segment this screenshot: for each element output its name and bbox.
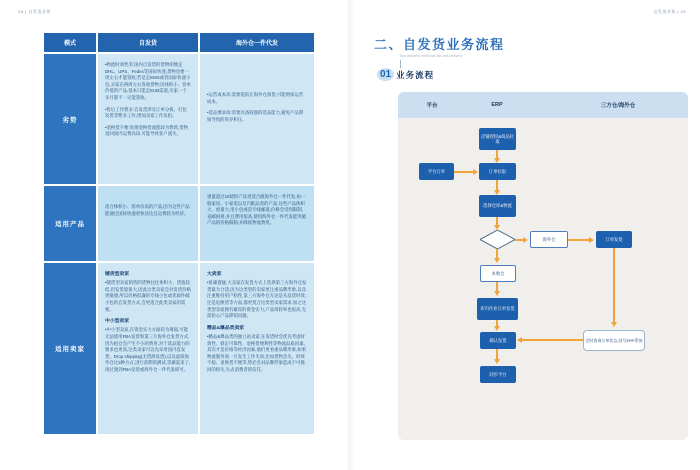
arrowhead xyxy=(494,158,500,163)
arrowhead xyxy=(494,225,500,230)
col-header-mode: 模式 xyxy=(44,33,96,52)
right-page-header: 自发货业务 | 29 xyxy=(653,9,686,14)
arrow-confirm-down xyxy=(496,349,498,359)
bullet: •运营成本高:需要提前在海外仓备货,可能增加运营成本。 xyxy=(207,92,304,104)
cell-products-self xyxy=(98,186,198,261)
node-local-warehouse: 本地仓 xyxy=(480,265,516,282)
node-overseas-warehouse: 海外仓 xyxy=(530,231,568,248)
arrowhead xyxy=(494,291,500,296)
arrowhead xyxy=(517,337,522,343)
node-shop-auth: 店铺授权&商品拉取 xyxy=(479,128,516,150)
section-title: 业务流程 xyxy=(396,69,435,80)
subheading-small-medium-sellers: 中小型卖家 xyxy=(105,319,129,325)
bullet: •物流时效性差:国内自发货的货物即便走DHL、UPS、Fedex等国际快递,货物也要一周左右才能签收;若是走EMS或者国际快递小包,买家在两周左右签收货物;因体积小、客单价低的产品,基本只能走EUB渠道,买家一个多月都不一定能签收。 xyxy=(105,62,191,101)
arrow-diamond-right xyxy=(515,239,523,241)
arrowhead xyxy=(473,169,478,175)
node-choose-warehouse: 选择仓库&物流 xyxy=(479,195,516,217)
bullet: •选品要求高:需要具备较强的选品能力,避免产品滞销导致的库存积压。 xyxy=(207,110,304,122)
title-tick xyxy=(400,60,401,68)
row-label-suitable-products: 适用产品 xyxy=(44,186,96,261)
node-status-query: 定时查询订单状态,回写ERP系统 xyxy=(583,330,645,351)
chapter-subtitle: Two delivery methods for self-delivery xyxy=(399,54,463,58)
lane-third-party-overseas: 三方仓/海外仓 xyxy=(600,103,636,109)
paragraph: 重量超过10磅的产品更适合做海外仓一件代发,如一般家居、小家电以及汽配品类的产品,这些产品体积大、重量大,用小包或是专线邮递,价格会受到限制,直邮困难,并且费用很高,使用海外仓一件代发能突破产品的价格限制,并降低物流费用。 xyxy=(207,194,307,226)
arrow-auth-down xyxy=(496,150,498,158)
col-header-self-delivery: 自发货 xyxy=(98,33,198,52)
arrowhead xyxy=(589,237,594,243)
subheading-distribution-sellers: 铺货型卖家 xyxy=(105,272,129,277)
bullet: •售后工作繁多:自发货涉及订单分拣、打包发货等繁多工作,增加卖家工作负担。 xyxy=(105,106,187,119)
node-confirm-ship: 确认发货 xyxy=(480,332,516,349)
node-inwarehouse-work: 库内作业订单发货 xyxy=(477,298,518,320)
cell-disadvantages-self xyxy=(98,54,198,184)
arrow-local-down xyxy=(496,282,498,291)
arrowhead xyxy=(523,237,528,243)
row-label-suitable-sellers: 适用卖家 xyxy=(44,263,96,434)
arrowhead xyxy=(494,258,500,263)
flowchart-panel xyxy=(398,92,688,440)
arrow-choose-down xyxy=(496,217,498,225)
cell-disadvantages-overseas xyxy=(200,54,314,184)
arrow-platform-to-pull xyxy=(454,171,473,173)
lane-platform: 平台 xyxy=(426,103,438,109)
bullet: •精品&爆品类的独立站卖家,在发货时会优先考虑时效性、稳定可靠性、退换货便利性等物流品质因素,其次才是价格等经济因素,他们更看重品牌形象,如果物流服务商一旦发生工作失误,比如货物丢失、时效不稳、退换货不便等,势必会对品牌形象造成不可挽回的损失,失去消费者的信任。 xyxy=(207,334,307,373)
arrowhead xyxy=(494,359,500,364)
arrow-ship-down-long xyxy=(613,248,615,322)
arrowhead xyxy=(611,322,617,327)
bullet: •退换货不便:处理退换货流程较为繁琐,货物退回国内运费高昂,可能导致客户流失。 xyxy=(105,124,189,137)
arrowhead xyxy=(494,326,500,331)
cell-sellers-overseas xyxy=(200,263,314,434)
subheading-boutique-sellers: 精品&爆品类卖家 xyxy=(207,325,245,331)
left-page-header: 28 | 自发货业务 xyxy=(18,9,51,14)
arrow-diamond-down xyxy=(496,249,498,258)
paragraph: 适合体积小、客单价高的产品,因为这些产品能通过国际快递更快送达且运费较为经济。 xyxy=(105,204,190,216)
arrow-overseas-to-ship xyxy=(568,239,589,241)
arrow-pull-down xyxy=(496,180,498,190)
bullet: •铺货型卖家销售的货物往往体积小、货值较低,但发货量很大,因此这类卖家会对发货价格更敏感,所以价格低廉的专线小包或优质件邮小包的自发货方式,会更适合此类卖家的需要。 xyxy=(105,280,191,312)
cell-products-overseas xyxy=(200,186,314,261)
decision-diamond-icon xyxy=(480,230,515,249)
chapter-title: 二、自发货业务流程 xyxy=(374,37,505,52)
bullet: •中小型卖家,在资金实力方面较为薄弱,可能无法使用FBA发货和第三方海外仓发货方式,因为租仓会产生不小的费用,对于选品能力的要求也更高,这类卖家可以先采用国内直发货、Drop shipping(无货源发货),以及虚拟海外仓这3种方式,进行前期的测试,等做起来了,再过渡到FBA发货或海外仓一件代发即可。 xyxy=(105,327,191,373)
node-order-ship: 订单发货 xyxy=(596,231,632,248)
arrow-query-to-confirm xyxy=(522,339,583,341)
page-gutter xyxy=(346,0,354,470)
node-order-pull: 订单拉取 xyxy=(479,163,516,180)
node-sync-platform: 同步平台 xyxy=(480,366,516,383)
node-platform-order: 平台订单 xyxy=(419,163,454,180)
section-number: 01 xyxy=(377,68,394,81)
cell-sellers-self xyxy=(98,263,198,434)
bullet: •毋庸置疑,大卖家在发货方式上选择第三方海外仓发货最为合适,因为这类型的卖家更注重品牌形象,以及注重维持用户粘性,第三方海外仓无论是从发货时效,还是退换货等方面,都更契合这类型卖家需求,加之这类型卖家拥有雄厚的资金实力,产品周转率也很高,无需担心产品滞销问题。 xyxy=(207,280,307,319)
lane-erp: ERP xyxy=(491,102,503,108)
col-header-overseas-warehouse: 海外仓一件代发 xyxy=(200,33,314,52)
comparison-table xyxy=(44,33,312,434)
subheading-big-sellers: 大卖家 xyxy=(207,272,222,277)
row-label-disadvantages: 劣势 xyxy=(44,54,96,184)
section-heading xyxy=(377,68,434,81)
arrowhead xyxy=(494,190,500,195)
